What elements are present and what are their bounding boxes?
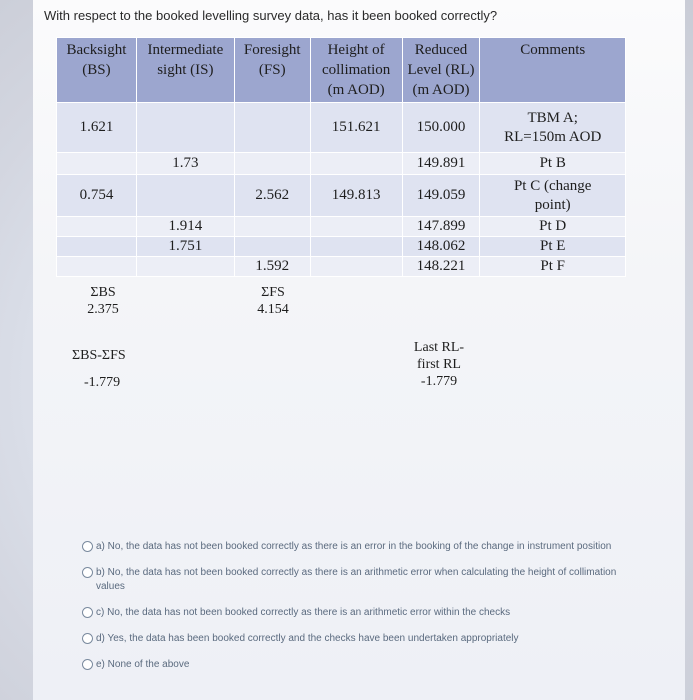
option-b-label: b) No, the data has not been booked correctly as there is an arithmetic error when calculating the height of collimation values [96, 567, 617, 592]
table-row [57, 175, 626, 217]
cell-rl: 149.891 [402, 153, 480, 175]
cell-bs: 1.621 [57, 103, 137, 153]
cell-hoc [310, 217, 402, 237]
option-a[interactable] [82, 540, 642, 554]
table-row [57, 153, 626, 175]
answer-options [82, 540, 642, 672]
cell-bs: 0.754 [57, 175, 137, 217]
cell-hoc [310, 153, 402, 175]
sum-bs-value: 2.375 [87, 302, 119, 317]
sum-fs-check [248, 284, 298, 318]
cell-fs [234, 217, 310, 237]
cell-fs: 2.562 [234, 175, 310, 217]
cell-fs [234, 103, 310, 153]
header-intermediate-sight: Intermediate sight (IS) [136, 38, 234, 103]
cell-hoc [310, 237, 402, 257]
cell-rl: 147.899 [402, 217, 480, 237]
cell-bs [57, 237, 137, 257]
cell-fs: 1.592 [234, 257, 310, 277]
rl-difference-label-1: Last RL- [413, 340, 465, 355]
cell-hoc: 151.621 [310, 103, 402, 153]
radio-icon[interactable] [82, 633, 93, 644]
header-foresight: Foresight (FS) [234, 38, 310, 103]
cell-is [136, 103, 234, 153]
cell-comments: Pt F [480, 257, 626, 277]
rl-difference-check [404, 339, 474, 390]
rl-difference-value: -1.779 [420, 374, 458, 389]
cell-is: 1.73 [136, 153, 234, 175]
option-b[interactable] [82, 566, 642, 594]
cell-is [136, 257, 234, 277]
sum-fs-value: 4.154 [257, 302, 289, 317]
sum-bs-check [78, 284, 128, 318]
table-row [57, 217, 626, 237]
header-reduced-level: Reduced Level (RL) (m AOD) [402, 38, 480, 103]
header-comments: Comments [480, 38, 626, 103]
cell-comments: Pt B [480, 153, 626, 175]
question-text: With respect to the booked levelling survey data, has it been booked correctly? [44, 8, 498, 23]
option-a-label: a) No, the data has not been booked correctly as there is an error in the booking of the change in instrument position [96, 541, 612, 552]
sum-bs-label: ΣBS [90, 285, 116, 300]
table-row [57, 257, 626, 277]
cell-comments: Pt C (change point) [480, 175, 626, 217]
cell-is: 1.751 [136, 237, 234, 257]
sum-difference-value: -1.779 [84, 375, 121, 390]
cell-bs [57, 257, 137, 277]
cell-is: 1.914 [136, 217, 234, 237]
rl-difference-label-2: first RL [417, 357, 461, 372]
cell-rl: 148.062 [402, 237, 480, 257]
radio-icon[interactable] [82, 567, 93, 578]
option-e[interactable] [82, 658, 642, 672]
levelling-table [56, 37, 626, 277]
cell-fs [234, 237, 310, 257]
header-backsight: Backsight (BS) [57, 38, 137, 103]
cell-hoc [310, 257, 402, 277]
table-row [57, 237, 626, 257]
option-c-label: c) No, the data has not been booked correctly as there is an arithmetic error within the checks [96, 607, 511, 618]
header-height-of-collimation: Height of collimation (m AOD) [310, 38, 402, 103]
sum-difference-label: ΣBS-ΣFS [72, 348, 126, 363]
option-e-label: e) None of the above [96, 659, 190, 670]
option-d-label: d) Yes, the data has been booked correctly and the checks have been undertaken appropriately [96, 633, 519, 644]
cell-rl: 150.000 [402, 103, 480, 153]
cell-comments: Pt D [480, 217, 626, 237]
cell-comments: TBM A; RL=150m AOD [480, 103, 626, 153]
sum-fs-label: ΣFS [261, 285, 285, 300]
cell-fs [234, 153, 310, 175]
cell-hoc: 149.813 [310, 175, 402, 217]
cell-comments: Pt E [480, 237, 626, 257]
table-row [57, 103, 626, 153]
table-header-row [57, 38, 626, 103]
cell-rl: 149.059 [402, 175, 480, 217]
option-c[interactable] [82, 606, 642, 620]
cell-bs [57, 217, 137, 237]
radio-icon[interactable] [82, 607, 93, 618]
cell-rl: 148.221 [402, 257, 480, 277]
option-d[interactable] [82, 632, 642, 646]
cell-bs [57, 153, 137, 175]
radio-icon[interactable] [82, 659, 93, 670]
radio-icon[interactable] [82, 541, 93, 552]
cell-is [136, 175, 234, 217]
sum-difference-check [72, 347, 148, 391]
